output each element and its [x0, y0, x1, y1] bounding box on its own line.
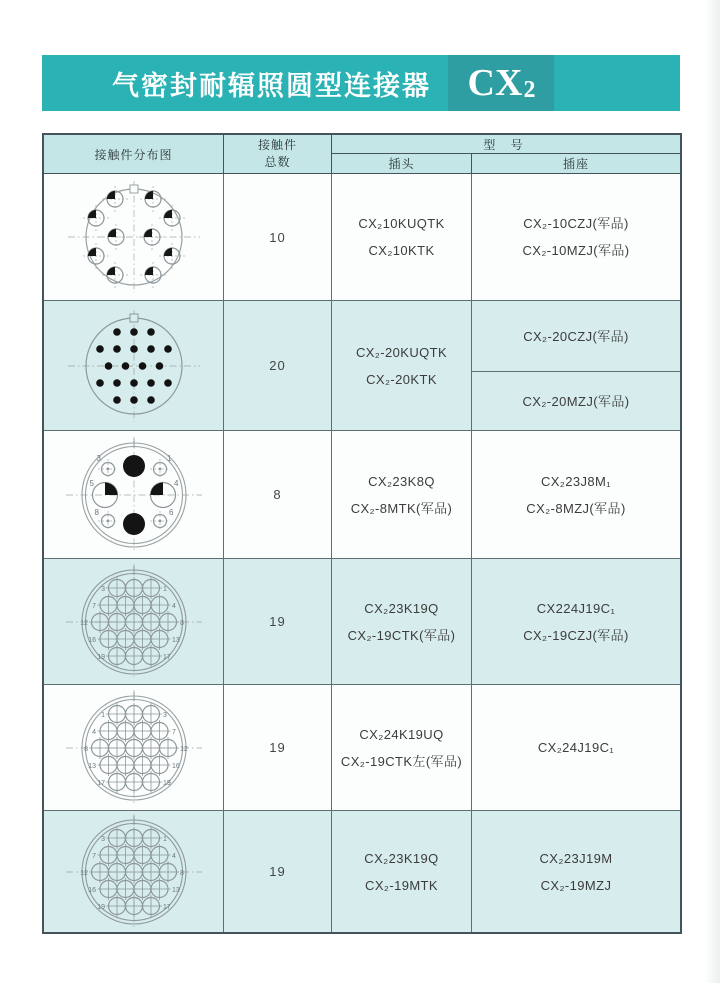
pin-diagram-19b: [44, 685, 224, 810]
model: CX₂24J19C₁: [537, 740, 615, 755]
pin-label: 13: [171, 886, 180, 894]
pin-diagram-19b-svg: [52, 686, 216, 810]
header-count-line1: 接触件: [257, 138, 297, 152]
pin-label: 19: [162, 779, 171, 787]
pin-label: 8: [179, 619, 184, 627]
pin-count: 20: [224, 301, 332, 430]
socket-models-split: [472, 301, 680, 430]
model: CX₂-8MTK(军品): [350, 500, 453, 516]
plug-models: [332, 174, 472, 300]
plug-models: [332, 811, 472, 932]
pin-label: 16: [87, 886, 96, 894]
pin-label: 19: [96, 903, 105, 911]
pin-label: 7: [171, 728, 176, 736]
header-diagram: 接触件分布图: [44, 135, 224, 173]
model: CX₂10KTK: [368, 243, 435, 258]
plug-models: [332, 431, 472, 558]
pin-count: 8: [224, 431, 332, 558]
model: CX₂-19CTK(军品): [347, 627, 456, 643]
title-banner: [42, 55, 680, 111]
table-row-10pin: [44, 174, 680, 301]
pin-count: 19: [224, 685, 332, 810]
pin-label: 3: [96, 453, 101, 463]
pin-label: 6: [168, 507, 173, 517]
header-model-group: [332, 135, 680, 173]
plug-models: [332, 301, 472, 430]
pin-diagram-19c-svg: [52, 811, 216, 932]
socket-models: [472, 431, 680, 558]
pin-diagram-10-svg: [52, 175, 216, 299]
pin-diagram-20: [44, 301, 224, 430]
pin-label: 3: [100, 835, 105, 843]
pin-label: 1: [162, 585, 167, 593]
pin-diagram-19a-svg: [52, 560, 216, 684]
plug-models: [332, 685, 472, 810]
pin-label: 17: [162, 653, 171, 661]
pin-count: 19: [224, 811, 332, 932]
pin-label: 12: [179, 745, 188, 753]
model: CX₂-19CTK左(军品): [340, 753, 463, 769]
pin-label: 17: [96, 779, 105, 787]
socket-models: [472, 174, 680, 300]
table-header: [44, 135, 680, 174]
pin-label: 16: [87, 636, 96, 644]
pin-label: 1: [100, 711, 105, 719]
pin-label: 8: [94, 507, 99, 517]
pin-label: 13: [87, 762, 96, 770]
socket-models: [472, 559, 680, 684]
series-code-badge: [448, 55, 554, 111]
pin-label: 3: [162, 711, 167, 719]
model: CX₂-8MZJ(军品): [526, 500, 626, 516]
table-row-8pin: [44, 431, 680, 559]
pin-label: 3: [100, 585, 105, 593]
series-code-subscript: 2: [523, 76, 536, 103]
pin-diagram-20-svg: [52, 304, 216, 428]
pin-count: 10: [224, 174, 332, 300]
connector-table: [42, 133, 682, 934]
pin-label: 4: [171, 602, 176, 610]
model: CX₂23J8M₁: [540, 473, 612, 489]
pin-diagram-19a: [44, 559, 224, 684]
pin-label: 16: [171, 762, 180, 770]
pin-label: 1: [162, 835, 167, 843]
model: CX₂-20KUQTK: [355, 344, 448, 360]
model: CX₂-19MTK: [365, 877, 438, 893]
pin-label: 7: [91, 602, 96, 610]
pin-label: 4: [91, 728, 96, 736]
model: CX₂24K19UQ: [359, 726, 444, 742]
header-model: 型 号: [332, 135, 680, 154]
pin-diagram-10: [44, 174, 224, 300]
pin-label: 17: [162, 903, 171, 911]
model: CX₂-20CZJ(军品): [523, 328, 629, 344]
pin-label: 1: [166, 453, 171, 463]
pin-diagram-19c: [44, 811, 224, 932]
socket-models: [472, 685, 680, 810]
model: CX₂-19MZJ: [540, 877, 612, 893]
header-socket: 插座: [562, 157, 589, 171]
model: CX₂23J19M: [539, 850, 613, 866]
pin-label: 19: [96, 653, 105, 661]
model: CX₂23K19Q: [364, 600, 439, 616]
pin-label: 4: [173, 478, 178, 488]
model: CX₂10KUQTK: [358, 216, 445, 231]
table-row-19pin-b: [44, 685, 680, 811]
pin-label: 13: [171, 636, 180, 644]
model: CX224J19C₁: [536, 600, 616, 616]
model: CX₂-10CZJ(军品): [523, 216, 629, 231]
pin-label: 8: [83, 745, 88, 753]
page-title: 气密封耐辐照圆型连接器: [112, 70, 431, 101]
table-row-19pin-a: [44, 559, 680, 685]
plug-models: [332, 559, 472, 684]
pin-label: 12: [79, 619, 88, 627]
series-code-main: CX: [467, 62, 523, 104]
header-count-line2: 总数: [264, 155, 291, 169]
model: CX₂-20MZJ(军品): [522, 393, 630, 409]
pin-diagram-8: [44, 431, 224, 558]
pin-count: 19: [224, 559, 332, 684]
pin-diagram-8-svg: [52, 433, 216, 557]
model: CX₂-20KTK: [366, 371, 437, 387]
model: CX₂-10MZJ(军品): [522, 243, 630, 258]
model: CX₂-19CZJ(军品): [523, 627, 629, 643]
pin-label: 5: [89, 478, 94, 488]
table-row-20pin: [44, 301, 680, 431]
model: CX₂23K19Q: [364, 850, 439, 866]
socket-models: [472, 811, 680, 932]
header-count: [224, 135, 332, 173]
pin-label: 12: [79, 869, 88, 877]
page-edge-shading: [704, 0, 720, 983]
header-plug: 插头: [332, 154, 472, 173]
pin-label: 8: [179, 869, 184, 877]
socket-subcell-bottom: [472, 372, 680, 430]
table-row-19pin-c: [44, 811, 680, 932]
socket-subcell-top: [472, 301, 680, 372]
pin-label: 4: [171, 852, 176, 860]
model: CX₂23K8Q: [368, 473, 435, 489]
pin-label: 7: [91, 852, 96, 860]
